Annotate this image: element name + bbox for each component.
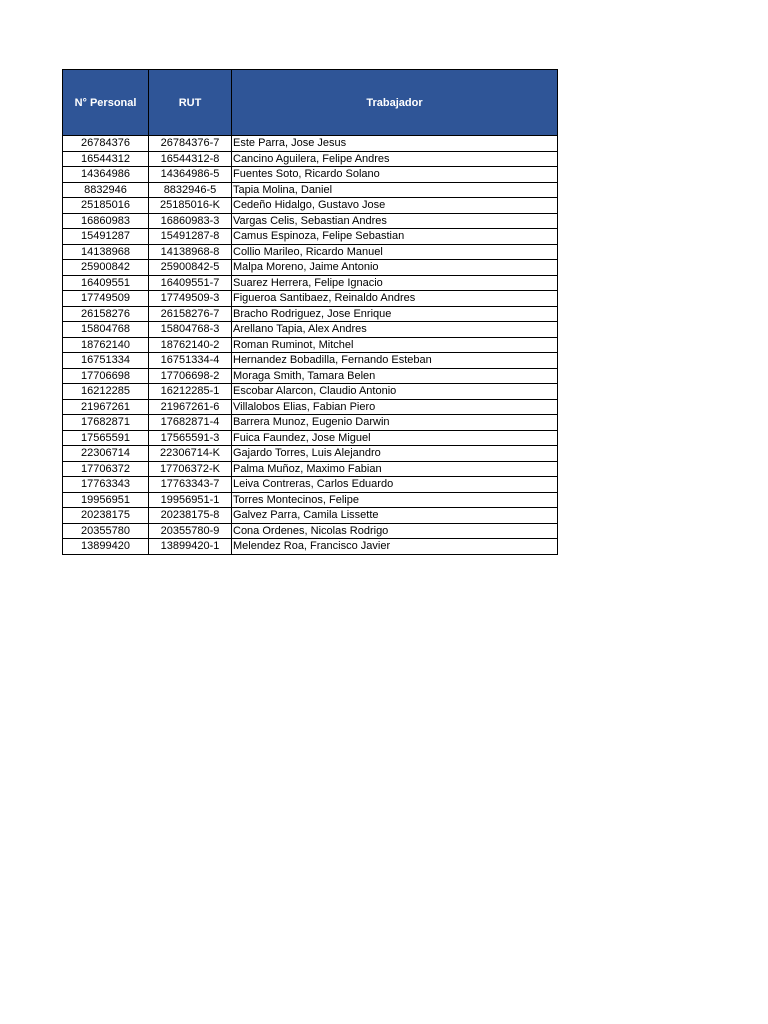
table-row — [63, 260, 558, 276]
cell-rut: 16212285-1 — [149, 384, 232, 400]
table-row — [63, 244, 558, 260]
cell-personal: 17565591 — [63, 430, 149, 446]
cell-rut: 13899420-1 — [149, 539, 232, 555]
cell-trabajador: Vargas Celis, Sebastian Andres — [232, 213, 558, 229]
cell-trabajador: Cona Ordenes, Nicolas Rodrigo — [232, 523, 558, 539]
table-row — [63, 213, 558, 229]
cell-personal: 26784376 — [63, 136, 149, 152]
table-row — [63, 508, 558, 524]
cell-rut: 14364986-5 — [149, 167, 232, 183]
cell-trabajador: Torres Montecinos, Felipe — [232, 492, 558, 508]
cell-trabajador: Gajardo Torres, Luis Alejandro — [232, 446, 558, 462]
cell-personal: 15491287 — [63, 229, 149, 245]
cell-rut: 14138968-8 — [149, 244, 232, 260]
cell-trabajador: Moraga Smith, Tamara Belen — [232, 368, 558, 384]
cell-personal: 25900842 — [63, 260, 149, 276]
cell-personal: 16212285 — [63, 384, 149, 400]
table-row — [63, 368, 558, 384]
cell-rut: 8832946-5 — [149, 182, 232, 198]
table-row — [63, 523, 558, 539]
cell-personal: 26158276 — [63, 306, 149, 322]
table-body — [63, 136, 558, 555]
cell-trabajador: Collio Marileo, Ricardo Manuel — [232, 244, 558, 260]
table-row — [63, 136, 558, 152]
cell-trabajador: Hernandez Bobadilla, Fernando Esteban — [232, 353, 558, 369]
table-row — [63, 337, 558, 353]
cell-trabajador: Cedeño Hidalgo, Gustavo Jose — [232, 198, 558, 214]
cell-trabajador: Barrera Munoz, Eugenio Darwin — [232, 415, 558, 431]
cell-rut: 17749509-3 — [149, 291, 232, 307]
cell-personal: 17706372 — [63, 461, 149, 477]
table-row — [63, 415, 558, 431]
cell-trabajador: Fuica Faundez, Jose Miguel — [232, 430, 558, 446]
cell-personal: 15804768 — [63, 322, 149, 338]
cell-rut: 15491287-8 — [149, 229, 232, 245]
cell-trabajador: Melendez Roa, Francisco Javier — [232, 539, 558, 555]
table-row — [63, 353, 558, 369]
cell-personal: 17749509 — [63, 291, 149, 307]
cell-rut: 17763343-7 — [149, 477, 232, 493]
cell-trabajador: Este Parra, Jose Jesus — [232, 136, 558, 152]
table-row — [63, 167, 558, 183]
table-row — [63, 151, 558, 167]
cell-personal: 20238175 — [63, 508, 149, 524]
table-row — [63, 275, 558, 291]
cell-rut: 25900842-5 — [149, 260, 232, 276]
table-row — [63, 229, 558, 245]
table-row — [63, 539, 558, 555]
cell-trabajador: Cancino Aguilera, Felipe Andres — [232, 151, 558, 167]
table-row — [63, 477, 558, 493]
header-row — [63, 70, 558, 136]
cell-rut: 19956951-1 — [149, 492, 232, 508]
table-row — [63, 384, 558, 400]
cell-trabajador: Figueroa Santibaez, Reinaldo Andres — [232, 291, 558, 307]
cell-personal: 19956951 — [63, 492, 149, 508]
cell-rut: 17565591-3 — [149, 430, 232, 446]
cell-rut: 22306714-K — [149, 446, 232, 462]
cell-personal: 17706698 — [63, 368, 149, 384]
cell-trabajador: Arellano Tapia, Alex Andres — [232, 322, 558, 338]
header-personal: N° Personal — [63, 70, 149, 136]
cell-personal: 22306714 — [63, 446, 149, 462]
cell-trabajador: Tapia Molina, Daniel — [232, 182, 558, 198]
table-row — [63, 430, 558, 446]
cell-trabajador: Palma Muñoz, Maximo Fabian — [232, 461, 558, 477]
cell-rut: 16544312-8 — [149, 151, 232, 167]
cell-rut: 16751334-4 — [149, 353, 232, 369]
cell-personal: 16409551 — [63, 275, 149, 291]
cell-personal: 13899420 — [63, 539, 149, 555]
cell-trabajador: Villalobos Elias, Fabian Piero — [232, 399, 558, 415]
cell-personal: 17763343 — [63, 477, 149, 493]
table-row — [63, 399, 558, 415]
cell-trabajador: Bracho Rodriguez, Jose Enrique — [232, 306, 558, 322]
cell-trabajador: Escobar Alarcon, Claudio Antonio — [232, 384, 558, 400]
cell-rut: 26784376-7 — [149, 136, 232, 152]
cell-trabajador: Leiva Contreras, Carlos Eduardo — [232, 477, 558, 493]
cell-trabajador: Camus Espinoza, Felipe Sebastian — [232, 229, 558, 245]
table-row — [63, 291, 558, 307]
cell-trabajador: Galvez Parra, Camila Lissette — [232, 508, 558, 524]
cell-rut: 16409551-7 — [149, 275, 232, 291]
cell-rut: 20238175-8 — [149, 508, 232, 524]
table-row — [63, 492, 558, 508]
cell-personal: 14138968 — [63, 244, 149, 260]
cell-personal: 16860983 — [63, 213, 149, 229]
cell-personal: 16751334 — [63, 353, 149, 369]
cell-rut: 26158276-7 — [149, 306, 232, 322]
table-row — [63, 322, 558, 338]
cell-rut: 17682871-4 — [149, 415, 232, 431]
cell-personal: 16544312 — [63, 151, 149, 167]
cell-rut: 18762140-2 — [149, 337, 232, 353]
cell-personal: 17682871 — [63, 415, 149, 431]
cell-personal: 18762140 — [63, 337, 149, 353]
cell-rut: 17706372-K — [149, 461, 232, 477]
table-row — [63, 446, 558, 462]
table-row — [63, 198, 558, 214]
cell-personal: 21967261 — [63, 399, 149, 415]
cell-personal: 14364986 — [63, 167, 149, 183]
cell-rut: 17706698-2 — [149, 368, 232, 384]
header-rut: RUT — [149, 70, 232, 136]
cell-trabajador: Suarez Herrera, Felipe Ignacio — [232, 275, 558, 291]
header-trabajador: Trabajador — [232, 70, 558, 136]
table-row — [63, 461, 558, 477]
cell-personal: 25185016 — [63, 198, 149, 214]
cell-personal: 20355780 — [63, 523, 149, 539]
table-row — [63, 182, 558, 198]
cell-rut: 15804768-3 — [149, 322, 232, 338]
cell-rut: 25185016-K — [149, 198, 232, 214]
cell-rut: 21967261-6 — [149, 399, 232, 415]
table-row — [63, 306, 558, 322]
cell-trabajador: Malpa Moreno, Jaime Antonio — [232, 260, 558, 276]
cell-rut: 16860983-3 — [149, 213, 232, 229]
workers-table — [62, 69, 558, 555]
cell-personal: 8832946 — [63, 182, 149, 198]
worker-sheet — [62, 69, 558, 555]
cell-rut: 20355780-9 — [149, 523, 232, 539]
cell-trabajador: Roman Ruminot, Mitchel — [232, 337, 558, 353]
cell-trabajador: Fuentes Soto, Ricardo Solano — [232, 167, 558, 183]
